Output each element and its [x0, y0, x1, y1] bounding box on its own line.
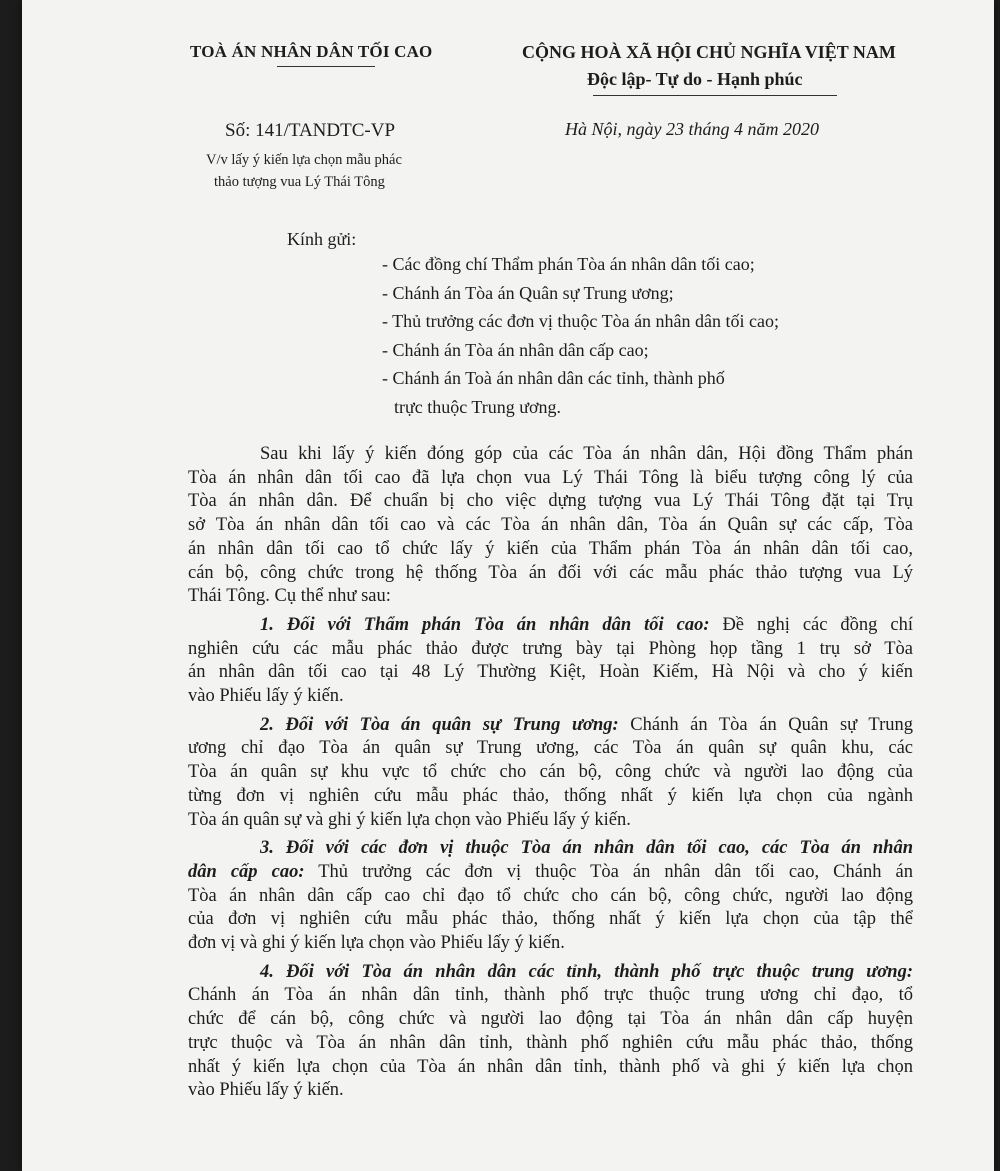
- organization-underline: [277, 66, 375, 67]
- recipient-item: - Chánh án Tòa án nhân dân cấp cao;: [382, 339, 649, 360]
- body-line: án nhân dân tối cao tổ chức lấy ý kiến của Thẩm phán Tòa án nhân dân tối cao,: [188, 538, 913, 559]
- document-page: [22, 0, 994, 1171]
- item-1-paragraph: [188, 614, 913, 709]
- national-title: CỘNG HOÀ XÃ HỘI CHỦ NGHĨA VIỆT NAM: [522, 42, 896, 62]
- item-text: Đề nghị các đồng chí: [709, 614, 913, 635]
- item-text: Chánh án Tòa án Quân sự Trung: [618, 714, 913, 735]
- body-line: đơn vị và ghi ý kiến lựa chọn vào Phiếu lấy ý kiến.: [188, 933, 565, 954]
- body-line: Tòa án nhân dân tối cao đã lựa chọn vua Lý Thái Tông là biểu tượng công lý của: [188, 467, 913, 488]
- item-4-paragraph: [188, 961, 913, 1103]
- recipient-item: - Chánh án Toà án nhân dân các tỉnh, thành phố: [382, 368, 725, 389]
- body-line: chức để cán bộ, công chức và người lao động tại Tòa án nhân dân cấp huyện: [188, 1009, 913, 1030]
- item-heading: dân cấp cao:: [188, 861, 305, 882]
- body-line: [188, 714, 913, 738]
- body-line: án nhân dân tối cao tại 48 Lý Thường Kiệt, Hoàn Kiếm, Hà Nội và cho ý kiến: [188, 662, 913, 683]
- item-2-paragraph: [188, 714, 913, 833]
- national-motto: Độc lập- Tự do - Hạnh phúc: [587, 69, 803, 89]
- document-date: Hà Nội, ngày 23 tháng 4 năm 2020: [565, 119, 819, 139]
- intro-paragraph: [188, 443, 913, 609]
- item-heading: 3. Đối với các đơn vị thuộc Tòa án nhân dân tối cao, các Tòa án nhân: [260, 838, 913, 859]
- body-line: Sau khi lấy ý kiến đóng góp của các Tòa án nhân dân, Hội đồng Thẩm phán: [260, 444, 913, 464]
- recipient-item: - Thủ trưởng các đơn vị thuộc Tòa án nhân dân tối cao;: [382, 311, 780, 332]
- body-line: Chánh án Tòa án nhân dân tỉnh, thành phố trực thuộc trung ương chỉ đạo, tổ: [188, 985, 913, 1006]
- body-line: Tòa án quân sự khu vực tổ chức cho cán bộ, công chức và người lao động của: [188, 762, 913, 783]
- item-heading: 4. Đối với Tòa án nhân dân các tỉnh, thành phố trực thuộc trung ương:: [260, 961, 913, 982]
- item-heading: 1. Đối với Thẩm phán Tòa án nhân dân tối cao:: [260, 614, 710, 635]
- body-line: sở Tòa án nhân dân tối cao và các Tòa án nhân dân, Tòa án Quân sự các cấp, Tòa: [188, 515, 913, 536]
- item-heading: 2. Đối với Tòa án quân sự Trung ương:: [260, 714, 619, 735]
- body-line: trực thuộc và Tòa án nhân dân tỉnh, thành phố nghiên cứu mẫu phác thảo, thống: [188, 1032, 913, 1053]
- body-line: Tòa án nhân dân. Để chuẩn bị cho việc dựng tượng vua Lý Thái Tông đặt tại Trụ: [188, 491, 913, 512]
- body-line: cán bộ, công chức trong hệ thống Tòa án đối với các mẫu phác thảo tượng vua Lý: [188, 562, 913, 583]
- motto-underline: [593, 95, 837, 96]
- recipient-item: - Chánh án Tòa án Quân sự Trung ương;: [382, 282, 674, 303]
- body-line: Thái Tông. Cụ thể như sau:: [188, 586, 391, 607]
- body-line: [188, 614, 913, 638]
- item-text: Thủ trưởng các đơn vị thuộc Tòa án nhân dân tối cao, Chánh án: [304, 861, 913, 882]
- body-line: nhất ý kiến lựa chọn của Tòa án nhân dân tỉnh, thành phố và ghi ý kiến lựa chọn: [188, 1056, 913, 1077]
- item-3-paragraph: [188, 837, 913, 956]
- document-number: Số: 141/TANDTC-VP: [225, 120, 396, 141]
- recipients-label: Kính gửi:: [287, 229, 357, 249]
- body-line: từng đơn vị nghiên cứu mẫu phác thảo, thống nhất ý kiến lựa chọn của ngành: [188, 785, 913, 806]
- organization-name: TOÀ ÁN NHÂN DÂN TỐI CAO: [190, 42, 433, 61]
- letter-body: [188, 443, 913, 1108]
- subject-line: thảo tượng vua Lý Thái Tông: [214, 174, 385, 190]
- body-line: nghiên cứu các mẫu phác thảo được trưng bày tại Phòng họp tầng 1 trụ sở Tòa: [188, 638, 913, 659]
- recipient-item: trực thuộc Trung ương.: [394, 396, 562, 417]
- body-line: ương chỉ đạo Tòa án quân sự Trung ương, các Tòa án quân sự quân khu, các: [188, 738, 913, 759]
- body-line: vào Phiếu lấy ý kiến.: [188, 1080, 344, 1101]
- recipient-list: [382, 250, 779, 422]
- body-line: của đơn vị nghiên cứu mẫu phác thảo, thống nhất ý kiến lựa chọn của tập thể: [188, 909, 913, 930]
- subject-line: V/v lấy ý kiến lựa chọn mẫu phác: [206, 152, 402, 168]
- body-line: vào Phiếu lấy ý kiến.: [188, 686, 344, 707]
- body-line: [188, 861, 913, 885]
- recipient-item: - Các đồng chí Thẩm phán Tòa án nhân dân tối cao;: [382, 254, 755, 274]
- body-line: Tòa án nhân dân cấp cao chỉ đạo tổ chức cho cán bộ, công chức, người lao động: [188, 885, 913, 906]
- body-line: Tòa án quân sự và ghi ý kiến lựa chọn vào Phiếu lấy ý kiến.: [188, 809, 631, 830]
